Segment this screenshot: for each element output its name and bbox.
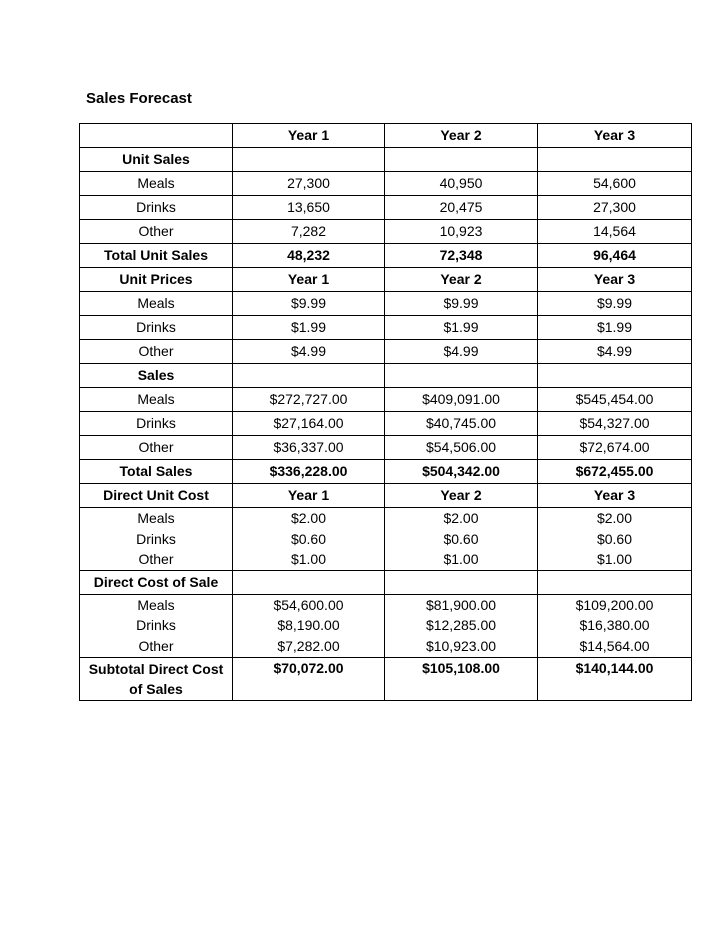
table-cell [538,571,692,595]
table-cell: $72,674.00 [538,436,692,460]
table-cell: $8,190.00 [233,615,385,636]
table-cell: Year 3 [538,484,692,508]
table-cell: $0.60 [385,529,538,549]
table-row-unit-sales [80,148,692,172]
table-row-subtotal-direct-cost [80,658,692,701]
table-cell: $40,745.00 [385,412,538,436]
table-cell: $54,600.00 [233,595,385,616]
table-cell: $2.00 [385,508,538,530]
table-row [80,292,692,316]
row-label: Drinks [80,196,233,220]
table-row [80,549,692,571]
table-cell: $409,091.00 [385,388,538,412]
table-cell: 27,300 [233,172,385,196]
table-row-direct-unit-cost [80,484,692,508]
row-label: Drinks [80,529,233,549]
table-row [80,340,692,364]
table-cell: $1.00 [233,549,385,571]
table-cell: Year 1 [233,484,385,508]
header-cell-label [80,124,233,148]
table-cell: $54,327.00 [538,412,692,436]
table-cell: $1.00 [385,549,538,571]
row-label: Meals [80,172,233,196]
header-cell-year-3: Year 3 [538,124,692,148]
table-header-row [80,124,692,148]
table-cell: $1.99 [233,316,385,340]
table-cell: $1.00 [538,549,692,571]
table-cell: $9.99 [233,292,385,316]
table-cell: $9.99 [385,292,538,316]
table-cell: $12,285.00 [385,615,538,636]
table-cell: $36,337.00 [233,436,385,460]
table-cell [233,148,385,172]
row-label: Subtotal Direct Cost of Sales [80,658,233,701]
table-cell: 7,282 [233,220,385,244]
row-label: Total Unit Sales [80,244,233,268]
table-cell: $504,342.00 [385,460,538,484]
table-row [80,508,692,530]
table-row [80,412,692,436]
table-cell: Year 2 [385,268,538,292]
table-row [80,220,692,244]
table-row [80,436,692,460]
table-row-total-unit-sales [80,244,692,268]
table-cell: $4.99 [233,340,385,364]
table-row [80,595,692,616]
table-cell: $70,072.00 [233,658,385,701]
table-cell: 14,564 [538,220,692,244]
table-cell: $336,228.00 [233,460,385,484]
row-label: Sales [80,364,233,388]
table-cell: $4.99 [385,340,538,364]
table-cell: $272,727.00 [233,388,385,412]
table-cell: Year 3 [538,268,692,292]
row-label: Meals [80,388,233,412]
table-cell: $9.99 [538,292,692,316]
table-cell: $105,108.00 [385,658,538,701]
table-cell: $81,900.00 [385,595,538,616]
table-row [80,196,692,220]
row-label: Meals [80,292,233,316]
table-row [80,388,692,412]
table-cell: $54,506.00 [385,436,538,460]
table-cell: $7,282.00 [233,636,385,658]
table-cell [385,571,538,595]
row-label: Other [80,549,233,571]
table-cell: $2.00 [233,508,385,530]
row-label: Other [80,636,233,658]
table-row-total-sales [80,460,692,484]
table-cell: 13,650 [233,196,385,220]
table-cell: $4.99 [538,340,692,364]
table-cell [233,364,385,388]
row-label: Direct Unit Cost [80,484,233,508]
table-cell: $545,454.00 [538,388,692,412]
page-title: Sales Forecast [86,90,192,107]
header-cell-year-1: Year 1 [233,124,385,148]
table-cell [538,148,692,172]
row-label: Other [80,220,233,244]
table-cell: 72,348 [385,244,538,268]
table-cell: $14,564.00 [538,636,692,658]
table-cell: $1.99 [538,316,692,340]
table-row-direct-cost-of-sale [80,571,692,595]
sales-forecast-table [79,123,692,701]
row-label: Meals [80,595,233,616]
table-cell [233,571,385,595]
table-cell: Year 1 [233,268,385,292]
row-label: Unit Sales [80,148,233,172]
table-cell: 10,923 [385,220,538,244]
row-label: Drinks [80,412,233,436]
row-label: Direct Cost of Sale [80,571,233,595]
table-cell: $1.99 [385,316,538,340]
header-cell-year-2: Year 2 [385,124,538,148]
table-cell: $109,200.00 [538,595,692,616]
table-cell: $16,380.00 [538,615,692,636]
table-row [80,172,692,196]
row-label: Meals [80,508,233,530]
table-cell: Year 2 [385,484,538,508]
table-cell: $0.60 [233,529,385,549]
table-cell: 27,300 [538,196,692,220]
table-cell: $672,455.00 [538,460,692,484]
row-label: Drinks [80,615,233,636]
table-cell: 40,950 [385,172,538,196]
table-cell: $27,164.00 [233,412,385,436]
table-cell: $140,144.00 [538,658,692,701]
table-row [80,316,692,340]
table-cell [385,364,538,388]
table-row-unit-prices [80,268,692,292]
row-label: Drinks [80,316,233,340]
row-label: Other [80,436,233,460]
row-label: Other [80,340,233,364]
table-cell [538,364,692,388]
table-row [80,636,692,658]
table-cell: $0.60 [538,529,692,549]
table-cell: 54,600 [538,172,692,196]
table-cell: 20,475 [385,196,538,220]
table-row [80,529,692,549]
row-label: Unit Prices [80,268,233,292]
table-cell [385,148,538,172]
table-cell: $10,923.00 [385,636,538,658]
table-row-sales [80,364,692,388]
table-row [80,615,692,636]
table-cell: $2.00 [538,508,692,530]
row-label: Total Sales [80,460,233,484]
table-cell: 48,232 [233,244,385,268]
table-cell: 96,464 [538,244,692,268]
